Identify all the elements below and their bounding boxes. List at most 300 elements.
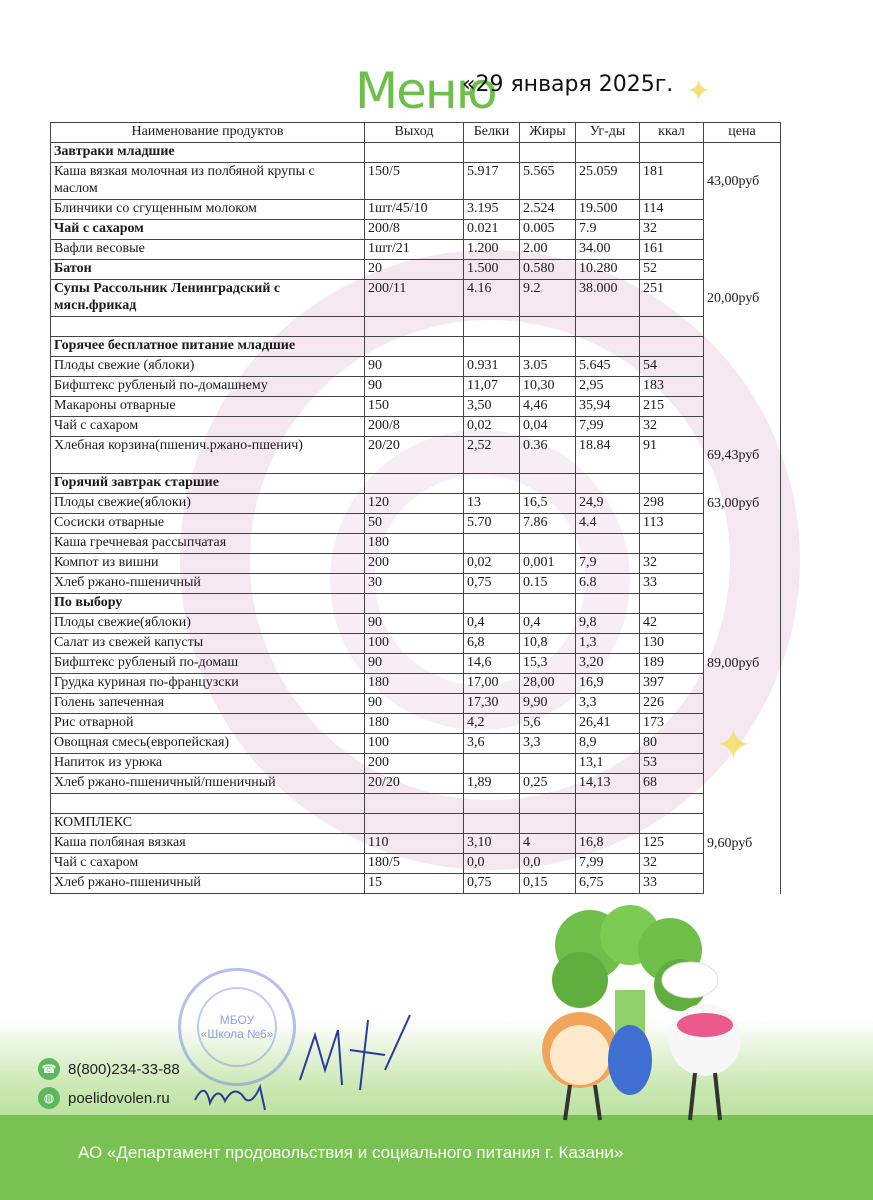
- value-cell: 20/20: [365, 774, 464, 794]
- value-cell: 90: [365, 654, 464, 674]
- product-name-cell: Каша полбяная вязкая: [51, 834, 365, 854]
- value-cell: 100: [365, 734, 464, 754]
- value-cell: [520, 754, 576, 774]
- value-cell: 298: [640, 494, 704, 514]
- value-cell: 150/5: [365, 163, 464, 200]
- price-cell: 63,00руб: [704, 494, 781, 514]
- stamp-line: «Школа №6»: [200, 1027, 274, 1041]
- value-cell: 180: [365, 714, 464, 734]
- value-cell: 180: [365, 674, 464, 694]
- product-name-cell: Напиток из урюка: [51, 754, 365, 774]
- value-cell: [576, 594, 640, 614]
- value-cell: 9,8: [576, 614, 640, 634]
- product-name-cell: Салат из свежей капусты: [51, 634, 365, 654]
- price-cell: [704, 754, 781, 774]
- table-row: [51, 634, 781, 654]
- value-cell: 150: [365, 397, 464, 417]
- product-name-cell: Рис отварной: [51, 714, 365, 734]
- product-name-cell: Хлеб ржано-пшеничный/пшеничный: [51, 774, 365, 794]
- value-cell: 42: [640, 614, 704, 634]
- globe-icon: ◍: [38, 1087, 60, 1109]
- table-row: [51, 794, 781, 814]
- price-cell: [704, 417, 781, 437]
- value-cell: 35,94: [576, 397, 640, 417]
- table-row: [51, 734, 781, 754]
- value-cell: [640, 143, 704, 163]
- table-row: [51, 437, 781, 474]
- value-cell: 0.021: [464, 220, 520, 240]
- product-name-cell: По выбору: [51, 594, 365, 614]
- value-cell: [464, 474, 520, 494]
- price-cell: [704, 514, 781, 534]
- price-cell: [704, 594, 781, 614]
- value-cell: 0.580: [520, 260, 576, 280]
- value-cell: 0,4: [520, 614, 576, 634]
- value-cell: [640, 534, 704, 554]
- price-cell: [704, 734, 781, 754]
- price-cell: [704, 674, 781, 694]
- value-cell: 130: [640, 634, 704, 654]
- value-cell: 114: [640, 200, 704, 220]
- value-cell: 33: [640, 574, 704, 594]
- value-cell: 200: [365, 554, 464, 574]
- price-cell: [704, 574, 781, 594]
- value-cell: 68: [640, 774, 704, 794]
- value-cell: 10.280: [576, 260, 640, 280]
- value-cell: 90: [365, 694, 464, 714]
- value-cell: 38.000: [576, 280, 640, 317]
- price-cell: [704, 634, 781, 654]
- value-cell: 0,04: [520, 417, 576, 437]
- table-row: [51, 754, 781, 774]
- value-cell: [464, 814, 520, 834]
- table-row: [51, 614, 781, 634]
- value-cell: [365, 143, 464, 163]
- value-cell: 7,9: [576, 554, 640, 574]
- column-header: Белки: [464, 123, 520, 143]
- value-cell: 9,90: [520, 694, 576, 714]
- phone-number[interactable]: 8(800)234-33-88: [68, 1060, 180, 1078]
- price-cell: 43,00руб: [704, 163, 781, 200]
- value-cell: [365, 337, 464, 357]
- value-cell: 6.8: [576, 574, 640, 594]
- table-row: [51, 674, 781, 694]
- value-cell: 0,4: [464, 614, 520, 634]
- website-link[interactable]: poelidovolen.ru: [68, 1089, 170, 1107]
- value-cell: [640, 814, 704, 834]
- value-cell: 215: [640, 397, 704, 417]
- value-cell: [520, 794, 576, 814]
- value-cell: 0,001: [520, 554, 576, 574]
- value-cell: 25.059: [576, 163, 640, 200]
- table-row: [51, 337, 781, 357]
- table-row: [51, 554, 781, 574]
- value-cell: 3,50: [464, 397, 520, 417]
- value-cell: 3.195: [464, 200, 520, 220]
- table-row: [51, 200, 781, 220]
- price-cell: [704, 143, 781, 163]
- price-cell: [704, 357, 781, 377]
- table-row: [51, 280, 781, 317]
- value-cell: [576, 534, 640, 554]
- value-cell: 120: [365, 494, 464, 514]
- value-cell: 180: [365, 534, 464, 554]
- value-cell: [464, 594, 520, 614]
- value-cell: 15,3: [520, 654, 576, 674]
- value-cell: 7.86: [520, 514, 576, 534]
- value-cell: [520, 337, 576, 357]
- table-row: [51, 854, 781, 874]
- value-cell: [576, 143, 640, 163]
- value-cell: [464, 534, 520, 554]
- value-cell: 4,2: [464, 714, 520, 734]
- table-row: [51, 774, 781, 794]
- value-cell: [576, 474, 640, 494]
- price-cell: [704, 694, 781, 714]
- value-cell: 90: [365, 614, 464, 634]
- contact-phone: [38, 1058, 180, 1080]
- value-cell: 0,0: [520, 854, 576, 874]
- price-cell: [704, 240, 781, 260]
- column-header: Выход: [365, 123, 464, 143]
- value-cell: 181: [640, 163, 704, 200]
- value-cell: 397: [640, 674, 704, 694]
- value-cell: 80: [640, 734, 704, 754]
- school-stamp: [178, 968, 296, 1086]
- value-cell: 0,15: [520, 874, 576, 894]
- price-cell: 69,43руб: [704, 437, 781, 474]
- value-cell: 4: [520, 834, 576, 854]
- value-cell: 4.16: [464, 280, 520, 317]
- price-cell: 9,60руб: [704, 834, 781, 854]
- value-cell: [576, 337, 640, 357]
- value-cell: 16,5: [520, 494, 576, 514]
- value-cell: 11,07: [464, 377, 520, 397]
- table-row: [51, 514, 781, 534]
- table-row: [51, 417, 781, 437]
- value-cell: 7.9: [576, 220, 640, 240]
- value-cell: 34.00: [576, 240, 640, 260]
- column-header: ккал: [640, 123, 704, 143]
- table-row: [51, 814, 781, 834]
- value-cell: 9.2: [520, 280, 576, 317]
- value-cell: 125: [640, 834, 704, 854]
- product-name-cell: Чай с сахаром: [51, 220, 365, 240]
- value-cell: 3,3: [520, 734, 576, 754]
- price-cell: [704, 794, 781, 814]
- product-name-cell: Каша вязкая молочная из полбяной крупы с маслом: [51, 163, 365, 200]
- product-name-cell: Хлебная корзина(пшенич.ржано-пшенич): [51, 437, 365, 474]
- product-name-cell: Завтраки младшие: [51, 143, 365, 163]
- product-name-cell: Голень запеченная: [51, 694, 365, 714]
- value-cell: 0,02: [464, 417, 520, 437]
- value-cell: 90: [365, 377, 464, 397]
- value-cell: [520, 143, 576, 163]
- value-cell: [576, 814, 640, 834]
- table-row: [51, 240, 781, 260]
- value-cell: 1.500: [464, 260, 520, 280]
- product-name-cell: Блинчики со сгущенным молоком: [51, 200, 365, 220]
- product-name-cell: Бифштекс рубленый по-домаш: [51, 654, 365, 674]
- value-cell: 32: [640, 854, 704, 874]
- table-row: [51, 874, 781, 894]
- value-cell: 3,6: [464, 734, 520, 754]
- value-cell: [365, 317, 464, 337]
- product-name-cell: Плоды свежие (яблоки): [51, 357, 365, 377]
- value-cell: 24,9: [576, 494, 640, 514]
- table-row: [51, 163, 781, 200]
- value-cell: 0,02: [464, 554, 520, 574]
- value-cell: 5,6: [520, 714, 576, 734]
- menu-table-body: [51, 143, 781, 894]
- table-row: [51, 694, 781, 714]
- price-cell: [704, 874, 781, 894]
- value-cell: 32: [640, 220, 704, 240]
- price-cell: [704, 814, 781, 834]
- value-cell: [365, 594, 464, 614]
- value-cell: 17,00: [464, 674, 520, 694]
- value-cell: 0.005: [520, 220, 576, 240]
- product-name-cell: Супы Рассольник Ленинградский с мясн.фрикад: [51, 280, 365, 317]
- value-cell: 20: [365, 260, 464, 280]
- value-cell: 200/8: [365, 417, 464, 437]
- value-cell: 14,13: [576, 774, 640, 794]
- value-cell: 4,46: [520, 397, 576, 417]
- product-name-cell: Чай с сахаром: [51, 417, 365, 437]
- value-cell: 4.4: [576, 514, 640, 534]
- product-name-cell: Грудка куриная по-французски: [51, 674, 365, 694]
- value-cell: 0.931: [464, 357, 520, 377]
- value-cell: [464, 337, 520, 357]
- value-cell: 173: [640, 714, 704, 734]
- table-row: [51, 143, 781, 163]
- value-cell: 2,95: [576, 377, 640, 397]
- value-cell: 0,0: [464, 854, 520, 874]
- price-cell: 89,00руб: [704, 654, 781, 674]
- product-name-cell: Батон: [51, 260, 365, 280]
- column-header: Жиры: [520, 123, 576, 143]
- value-cell: [576, 317, 640, 337]
- value-cell: 2,52: [464, 437, 520, 474]
- phone-icon: ☎: [38, 1058, 60, 1080]
- value-cell: 19.500: [576, 200, 640, 220]
- product-name-cell: Вафли весовые: [51, 240, 365, 260]
- value-cell: 10,8: [520, 634, 576, 654]
- value-cell: 200/11: [365, 280, 464, 317]
- value-cell: [640, 337, 704, 357]
- product-name-cell: КОМПЛЕКС: [51, 814, 365, 834]
- value-cell: 0,25: [520, 774, 576, 794]
- price-cell: [704, 554, 781, 574]
- price-cell: 20,00руб: [704, 280, 781, 317]
- value-cell: [520, 317, 576, 337]
- value-cell: 16,9: [576, 674, 640, 694]
- price-cell: [704, 377, 781, 397]
- value-cell: 183: [640, 377, 704, 397]
- table-row: [51, 397, 781, 417]
- value-cell: 52: [640, 260, 704, 280]
- vegetable-characters-illustration: [520, 895, 770, 1125]
- value-cell: 6,75: [576, 874, 640, 894]
- value-cell: 5.645: [576, 357, 640, 377]
- table-row: [51, 220, 781, 240]
- value-cell: 20/20: [365, 437, 464, 474]
- table-row: [51, 474, 781, 494]
- value-cell: 110: [365, 834, 464, 854]
- value-cell: [365, 794, 464, 814]
- price-cell: [704, 474, 781, 494]
- value-cell: 5.565: [520, 163, 576, 200]
- value-cell: 32: [640, 417, 704, 437]
- value-cell: [520, 814, 576, 834]
- table-row: [51, 834, 781, 854]
- table-row: [51, 377, 781, 397]
- product-name-cell: Бифштекс рубленый по-домашнему: [51, 377, 365, 397]
- value-cell: 54: [640, 357, 704, 377]
- value-cell: 13,1: [576, 754, 640, 774]
- value-cell: 26,41: [576, 714, 640, 734]
- table-row: [51, 594, 781, 614]
- value-cell: 28,00: [520, 674, 576, 694]
- value-cell: 0.15: [520, 574, 576, 594]
- product-name-cell: [51, 794, 365, 814]
- value-cell: 15: [365, 874, 464, 894]
- value-cell: 91: [640, 437, 704, 474]
- price-cell: [704, 337, 781, 357]
- value-cell: 226: [640, 694, 704, 714]
- product-name-cell: Хлеб ржано-пшеничный: [51, 874, 365, 894]
- value-cell: 7,99: [576, 417, 640, 437]
- contact-site: [38, 1087, 170, 1109]
- value-cell: 5.917: [464, 163, 520, 200]
- value-cell: 6,8: [464, 634, 520, 654]
- value-cell: 50: [365, 514, 464, 534]
- value-cell: 90: [365, 357, 464, 377]
- price-cell: [704, 774, 781, 794]
- product-name-cell: Чай с сахаром: [51, 854, 365, 874]
- value-cell: 53: [640, 754, 704, 774]
- price-cell: [704, 854, 781, 874]
- column-header: цена: [704, 123, 781, 143]
- value-cell: 0,75: [464, 874, 520, 894]
- value-cell: 3.05: [520, 357, 576, 377]
- price-cell: [704, 614, 781, 634]
- stamp-inner-ring: [197, 987, 277, 1067]
- value-cell: 100: [365, 634, 464, 654]
- product-name-cell: Плоды свежие(яблоки): [51, 494, 365, 514]
- value-cell: [520, 594, 576, 614]
- value-cell: 3,10: [464, 834, 520, 854]
- signature-handwritten-small: [190, 1075, 280, 1115]
- value-cell: 14,6: [464, 654, 520, 674]
- value-cell: 13: [464, 494, 520, 514]
- product-name-cell: Компот из вишни: [51, 554, 365, 574]
- value-cell: 2.00: [520, 240, 576, 260]
- value-cell: [520, 474, 576, 494]
- value-cell: 18.84: [576, 437, 640, 474]
- value-cell: [640, 794, 704, 814]
- value-cell: 17,30: [464, 694, 520, 714]
- price-cell: [704, 200, 781, 220]
- value-cell: 1шт/45/10: [365, 200, 464, 220]
- value-cell: 8,9: [576, 734, 640, 754]
- value-cell: 3,20: [576, 654, 640, 674]
- value-cell: 200/8: [365, 220, 464, 240]
- table-row: [51, 534, 781, 554]
- column-header: Наименование продуктов: [51, 123, 365, 143]
- value-cell: [464, 754, 520, 774]
- signature-handwritten: [290, 1010, 420, 1100]
- page-title: Меню: [355, 62, 496, 120]
- value-cell: 1,3: [576, 634, 640, 654]
- table-row: [51, 357, 781, 377]
- menu-table: [50, 122, 781, 894]
- value-cell: 7,99: [576, 854, 640, 874]
- value-cell: [464, 794, 520, 814]
- table-row: [51, 714, 781, 734]
- value-cell: 10,30: [520, 377, 576, 397]
- value-cell: 5.70: [464, 514, 520, 534]
- price-cell: [704, 317, 781, 337]
- product-name-cell: Макароны отварные: [51, 397, 365, 417]
- value-cell: 161: [640, 240, 704, 260]
- value-cell: 1.200: [464, 240, 520, 260]
- value-cell: 1,89: [464, 774, 520, 794]
- value-cell: [520, 534, 576, 554]
- star-decoration-icon: ✦: [715, 720, 752, 771]
- value-cell: 30: [365, 574, 464, 594]
- table-row: [51, 494, 781, 514]
- value-cell: 189: [640, 654, 704, 674]
- value-cell: 3,3: [576, 694, 640, 714]
- product-name-cell: Овощная смесь(европейская): [51, 734, 365, 754]
- product-name-cell: Горячее бесплатное питание младшие: [51, 337, 365, 357]
- star-decoration-icon: ✦: [686, 74, 712, 109]
- price-cell: [704, 534, 781, 554]
- table-row: [51, 260, 781, 280]
- value-cell: 2.524: [520, 200, 576, 220]
- value-cell: [365, 814, 464, 834]
- price-cell: [704, 260, 781, 280]
- value-cell: 16,8: [576, 834, 640, 854]
- price-cell: [704, 397, 781, 417]
- value-cell: [464, 143, 520, 163]
- value-cell: 251: [640, 280, 704, 317]
- footer-organization: АО «Департамент продовольствия и социального питания г. Казани»: [78, 1143, 624, 1162]
- value-cell: [576, 794, 640, 814]
- value-cell: 180/5: [365, 854, 464, 874]
- value-cell: 32: [640, 554, 704, 574]
- value-cell: 200: [365, 754, 464, 774]
- table-row: [51, 654, 781, 674]
- value-cell: 0.36: [520, 437, 576, 474]
- value-cell: [640, 317, 704, 337]
- product-name-cell: Горячий завтрак старшие: [51, 474, 365, 494]
- price-cell: [704, 714, 781, 734]
- product-name-cell: Каша гречневая рассыпчатая: [51, 534, 365, 554]
- price-cell: [704, 220, 781, 240]
- stamp-line: МБОУ: [219, 1013, 255, 1027]
- product-name-cell: Сосиски отварные: [51, 514, 365, 534]
- value-cell: [640, 594, 704, 614]
- product-name-cell: Плоды свежие(яблоки): [51, 614, 365, 634]
- menu-date: «29 января 2025г.: [462, 72, 674, 97]
- table-row: [51, 317, 781, 337]
- value-cell: 113: [640, 514, 704, 534]
- table-row: [51, 574, 781, 594]
- value-cell: 0,75: [464, 574, 520, 594]
- value-cell: [640, 474, 704, 494]
